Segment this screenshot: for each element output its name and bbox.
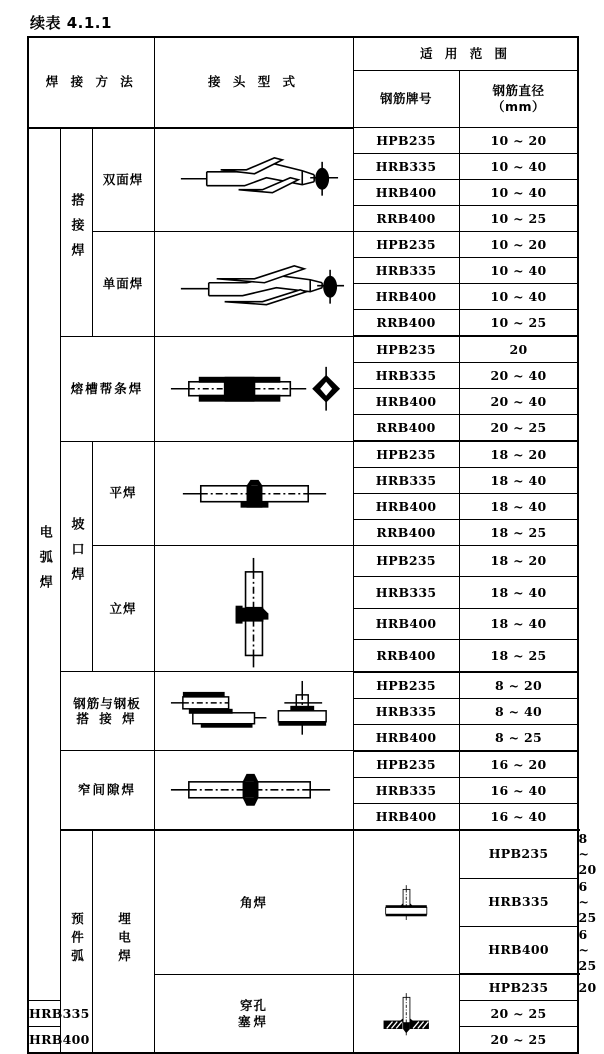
family-label: 电弧焊: [36, 525, 52, 601]
subfamily-label-col2: 埋电焊: [116, 912, 132, 968]
grade-cell: HRB335: [353, 777, 459, 803]
table-row: 预件弧 埋电焊 角焊 HPB235 8 ~ 20: [28, 830, 578, 878]
table-caption: 续表 4.1.1: [30, 14, 112, 32]
diameter-cell: 10 ~ 40: [459, 180, 578, 206]
subfamily-label: 坡口焊: [68, 517, 84, 593]
method-cell-fillet-weld: 角焊: [154, 830, 353, 975]
weld-symbol: [315, 168, 329, 190]
grade-cell: HRB400: [353, 803, 459, 830]
table-row: [28, 672, 578, 699]
diameter-cell: 18 ~ 25: [459, 640, 578, 672]
diameter-cell: 10 ~ 40: [459, 154, 578, 180]
diameter-cell: 8 ~ 40: [459, 698, 578, 724]
diameter-cell: 20 ~ 25: [459, 1001, 578, 1027]
diameter-cell: 20 ~ 40: [459, 389, 578, 415]
grade-cell: HRB400: [459, 926, 578, 974]
fillet-weld-figure: [354, 882, 459, 922]
table-container: [27, 36, 597, 1048]
figure-cell-rebar-to-plate-lap-weld: [154, 672, 353, 751]
diameter-cell: 8 ~ 25: [459, 724, 578, 751]
grade-cell: HRB335: [353, 154, 459, 180]
molten-groove-splice-weld-figure: [155, 339, 353, 438]
lap-weld-single-side-figure: [155, 234, 353, 333]
diameter-cell: 18 ~ 40: [459, 608, 578, 639]
diameter-cell: 18 ~ 40: [459, 494, 578, 520]
method-cell-rebar-to-plate-lap: [60, 672, 154, 751]
diameter-cell: 20 ~ 40: [459, 363, 578, 389]
groove-weld-vertical-figure: [155, 546, 353, 671]
grade-cell: HRB400: [353, 389, 459, 415]
grade-cell: HRB335: [28, 1001, 60, 1027]
diameter-cell: 20: [459, 336, 578, 363]
diameter-cell: 20 ~ 25: [459, 1027, 578, 1054]
grade-cell: RRB400: [353, 520, 459, 546]
grade-cell: HPB235: [353, 232, 459, 258]
grade-cell: HRB335: [459, 878, 578, 926]
table-row: 穿孔 塞焊 HPB235 20: [28, 974, 578, 1001]
header-rebar-diameter-line2: （mm）: [492, 99, 546, 114]
figure-cell-molten-groove-splice-weld: [154, 336, 353, 441]
groove-weld-flat-figure: [155, 444, 353, 543]
figure-cell-groove-weld-vertical: [154, 546, 353, 672]
diameter-cell: 16 ~ 20: [459, 751, 578, 778]
diameter-cell: 10 ~ 25: [459, 310, 578, 337]
diameter-cell: 10 ~ 25: [459, 206, 578, 232]
table-row: [28, 546, 578, 577]
grade-cell: HPB235: [353, 751, 459, 778]
diameter-cell: 18 ~ 20: [459, 546, 578, 577]
diameter-cell: 18 ~ 20: [459, 441, 578, 468]
grade-cell: HPB235: [459, 830, 578, 878]
method-cell-molten-groove-splice: 熔槽帮条焊: [60, 336, 154, 441]
diameter-cell: 10 ~ 40: [459, 258, 578, 284]
figure-cell-groove-weld-flat: [154, 441, 353, 546]
narrow-gap-weld-figure: [155, 754, 353, 826]
table-row: [28, 232, 578, 258]
header-rebar-diameter: [459, 71, 578, 128]
header-rebar-diameter-line1: 钢筋直径: [492, 83, 545, 99]
figure-cell-plug-weld: [353, 974, 459, 1053]
grade-cell: HPB235: [353, 336, 459, 363]
header-joint-type: 接 头 型 式: [154, 37, 353, 128]
table-header-row-1: [28, 37, 578, 71]
method-cell-single-side: 单面焊: [92, 232, 154, 337]
table-row: [28, 751, 578, 778]
grade-cell: HRB400: [353, 494, 459, 520]
diameter-cell: 10 ~ 20: [459, 128, 578, 154]
diameter-cell: 18 ~ 40: [459, 468, 578, 494]
method-cell-flat-weld: 平焊: [92, 441, 154, 546]
diameter-cell: 10 ~ 40: [459, 284, 578, 310]
method-cell-narrow-gap-weld: 窄间隙焊: [60, 751, 154, 830]
subfamily-cell-embedded-part-arc-welding-col1: [60, 830, 92, 1054]
grade-cell: HRB335: [353, 363, 459, 389]
method-label-line1: 穿孔: [240, 998, 268, 1014]
method-cell-vertical-weld: 立焊: [92, 546, 154, 672]
subfamily-cell-lap-welding: [60, 128, 92, 337]
header-applicable-scope: 适 用 范 围: [353, 37, 578, 71]
figure-cell-lap-weld-single-side: [154, 232, 353, 337]
table-row: HRB335 6 ~ 25: [28, 878, 578, 926]
subfamily-cell-groove-welding: [60, 441, 92, 672]
diameter-cell: 18 ~ 25: [459, 520, 578, 546]
weld-symbol: [323, 276, 337, 298]
header-method: 焊 接 方 法: [28, 37, 154, 128]
figure-cell-narrow-gap-weld: [154, 751, 353, 830]
diameter-cell: 16 ~ 40: [459, 777, 578, 803]
grade-cell: HRB400: [353, 180, 459, 206]
table-row: HRB400 6 ~ 25: [28, 926, 578, 974]
grade-cell: RRB400: [353, 415, 459, 442]
diameter-cell: 20 ~ 25: [459, 415, 578, 442]
grade-cell: HRB335: [353, 577, 459, 608]
grade-cell: RRB400: [353, 640, 459, 672]
grade-cell: HRB400: [353, 608, 459, 639]
grade-cell: HPB235: [353, 546, 459, 577]
diameter-cell: 10 ~ 20: [459, 232, 578, 258]
subfamily-label: 搭接焊: [68, 192, 84, 268]
welding-methods-table: [27, 36, 597, 1054]
family-cell-arc-welding: [28, 128, 60, 1001]
grade-cell: HRB400: [353, 724, 459, 751]
method-label-line2: 塞焊: [238, 1013, 270, 1029]
grade-cell: RRB400: [353, 206, 459, 232]
method-label-line1: 钢筋与钢板: [73, 695, 141, 711]
diameter-cell: 16 ~ 40: [459, 803, 578, 830]
grade-cell: HRB335: [353, 258, 459, 284]
grade-cell: HPB235: [353, 128, 459, 154]
weld-symbol-diamond: [312, 367, 340, 411]
figure-cell-lap-weld-double-side: [154, 128, 353, 232]
method-label-line2: 搭 接 焊: [76, 711, 138, 727]
grade-cell: HRB335: [353, 698, 459, 724]
grade-cell: HPB235: [353, 672, 459, 699]
rebar-to-plate-lap-weld-figure: [155, 673, 353, 751]
header-rebar-grade: 钢筋牌号: [353, 71, 459, 128]
grade-cell: RRB400: [353, 310, 459, 337]
grade-cell: HPB235: [459, 974, 578, 1001]
subfamily-cell-embedded-part-arc-welding-col2: [92, 830, 154, 1054]
method-cell-double-side: 双面焊: [92, 128, 154, 232]
grade-cell: HPB235: [353, 441, 459, 468]
diameter-cell: 18 ~ 40: [459, 577, 578, 608]
subfamily-label-col1: 预件弧: [69, 912, 85, 968]
plug-weld-figure: [354, 991, 459, 1037]
method-cell-plug-weld: [154, 974, 353, 1053]
lap-weld-double-side-figure: [155, 130, 353, 229]
table-row: [28, 441, 578, 468]
grade-cell: HRB335: [353, 468, 459, 494]
table-row: [28, 336, 578, 363]
figure-cell-fillet-weld: [353, 830, 459, 975]
table-row: [28, 128, 578, 154]
grade-cell: HRB400: [28, 1027, 60, 1054]
grade-cell: HRB400: [353, 284, 459, 310]
diameter-cell: 8 ~ 20: [459, 672, 578, 699]
